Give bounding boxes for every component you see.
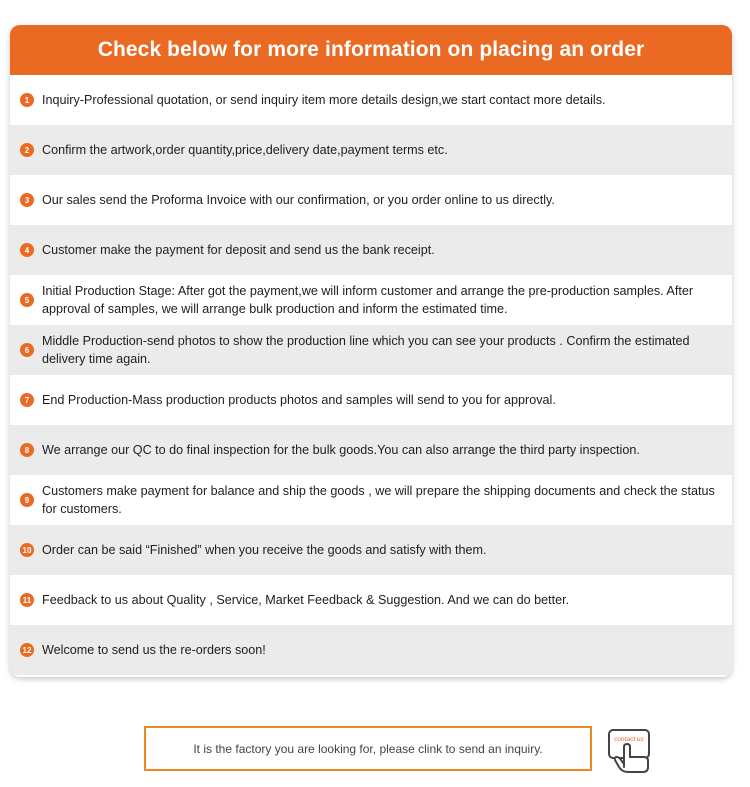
step-number-badge: 4 — [20, 243, 34, 257]
step-item-9 — [10, 475, 732, 525]
contact-us-hand-icon[interactable] — [606, 727, 654, 775]
step-text: Middle Production-send photos to show the production line which you can see your products . Confirm the estimated delivery time again. — [42, 334, 690, 366]
step-text: Confirm the artwork,order quantity,price,delivery date,payment terms etc. — [42, 143, 448, 157]
step-item-12 — [10, 625, 732, 675]
step-item-4 — [10, 225, 732, 275]
step-number-badge: 6 — [20, 343, 34, 357]
step-text: Our sales send the Proforma Invoice with our confirmation, or you order online to us directly. — [42, 193, 555, 207]
step-item-6 — [10, 325, 732, 375]
contact-us-label: contact us — [614, 736, 644, 743]
step-item-5 — [10, 275, 732, 325]
order-info-card — [10, 25, 732, 677]
card-header — [10, 25, 732, 75]
step-number-badge: 10 — [20, 543, 34, 557]
step-number-badge: 1 — [20, 93, 34, 107]
step-item-11 — [10, 575, 732, 625]
step-text: Customers make payment for balance and ship the goods , we will prepare the shipping documents and check the status for customers. — [42, 484, 715, 516]
step-item-10 — [10, 525, 732, 575]
step-number-badge: 5 — [20, 293, 34, 307]
step-number-badge: 11 — [20, 593, 34, 607]
step-number-badge: 7 — [20, 393, 34, 407]
send-inquiry-button[interactable] — [144, 726, 592, 771]
step-text: We arrange our QC to do final inspection for the bulk goods.You can also arrange the third party inspection. — [42, 443, 640, 457]
step-item-7 — [10, 375, 732, 425]
step-item-8 — [10, 425, 732, 475]
step-text: End Production-Mass production products photos and samples will send to you for approval. — [42, 393, 556, 407]
step-number-badge: 9 — [20, 493, 34, 507]
step-number-badge: 2 — [20, 143, 34, 157]
step-text: Feedback to us about Quality , Service, Market Feedback & Suggestion. And we can do better. — [42, 593, 570, 607]
step-text: Welcome to send us the re-orders soon! — [42, 643, 266, 657]
step-text: Initial Production Stage: After got the payment,we will inform customer and arrange the pre-production samples. After approval of samples, we will arrange bulk production and inform the estimated time. — [42, 284, 694, 316]
step-number-badge: 3 — [20, 193, 34, 207]
step-text: Inquiry-Professional quotation, or send inquiry item more details design,we start contact more details. — [42, 93, 606, 107]
step-item-1 — [10, 75, 732, 125]
step-number-badge: 12 — [20, 643, 34, 657]
order-steps-list — [10, 75, 732, 675]
inquiry-text: It is the factory you are looking for, please clink to send an inquiry. — [193, 741, 543, 756]
step-item-2 — [10, 125, 732, 175]
step-item-3 — [10, 175, 732, 225]
step-text: Order can be said “Finished” when you receive the goods and satisfy with them. — [42, 543, 487, 557]
page-title: Check below for more information on placing an order — [97, 38, 645, 61]
step-text: Customer make the payment for deposit and send us the bank receipt. — [42, 243, 435, 257]
step-number-badge: 8 — [20, 443, 34, 457]
